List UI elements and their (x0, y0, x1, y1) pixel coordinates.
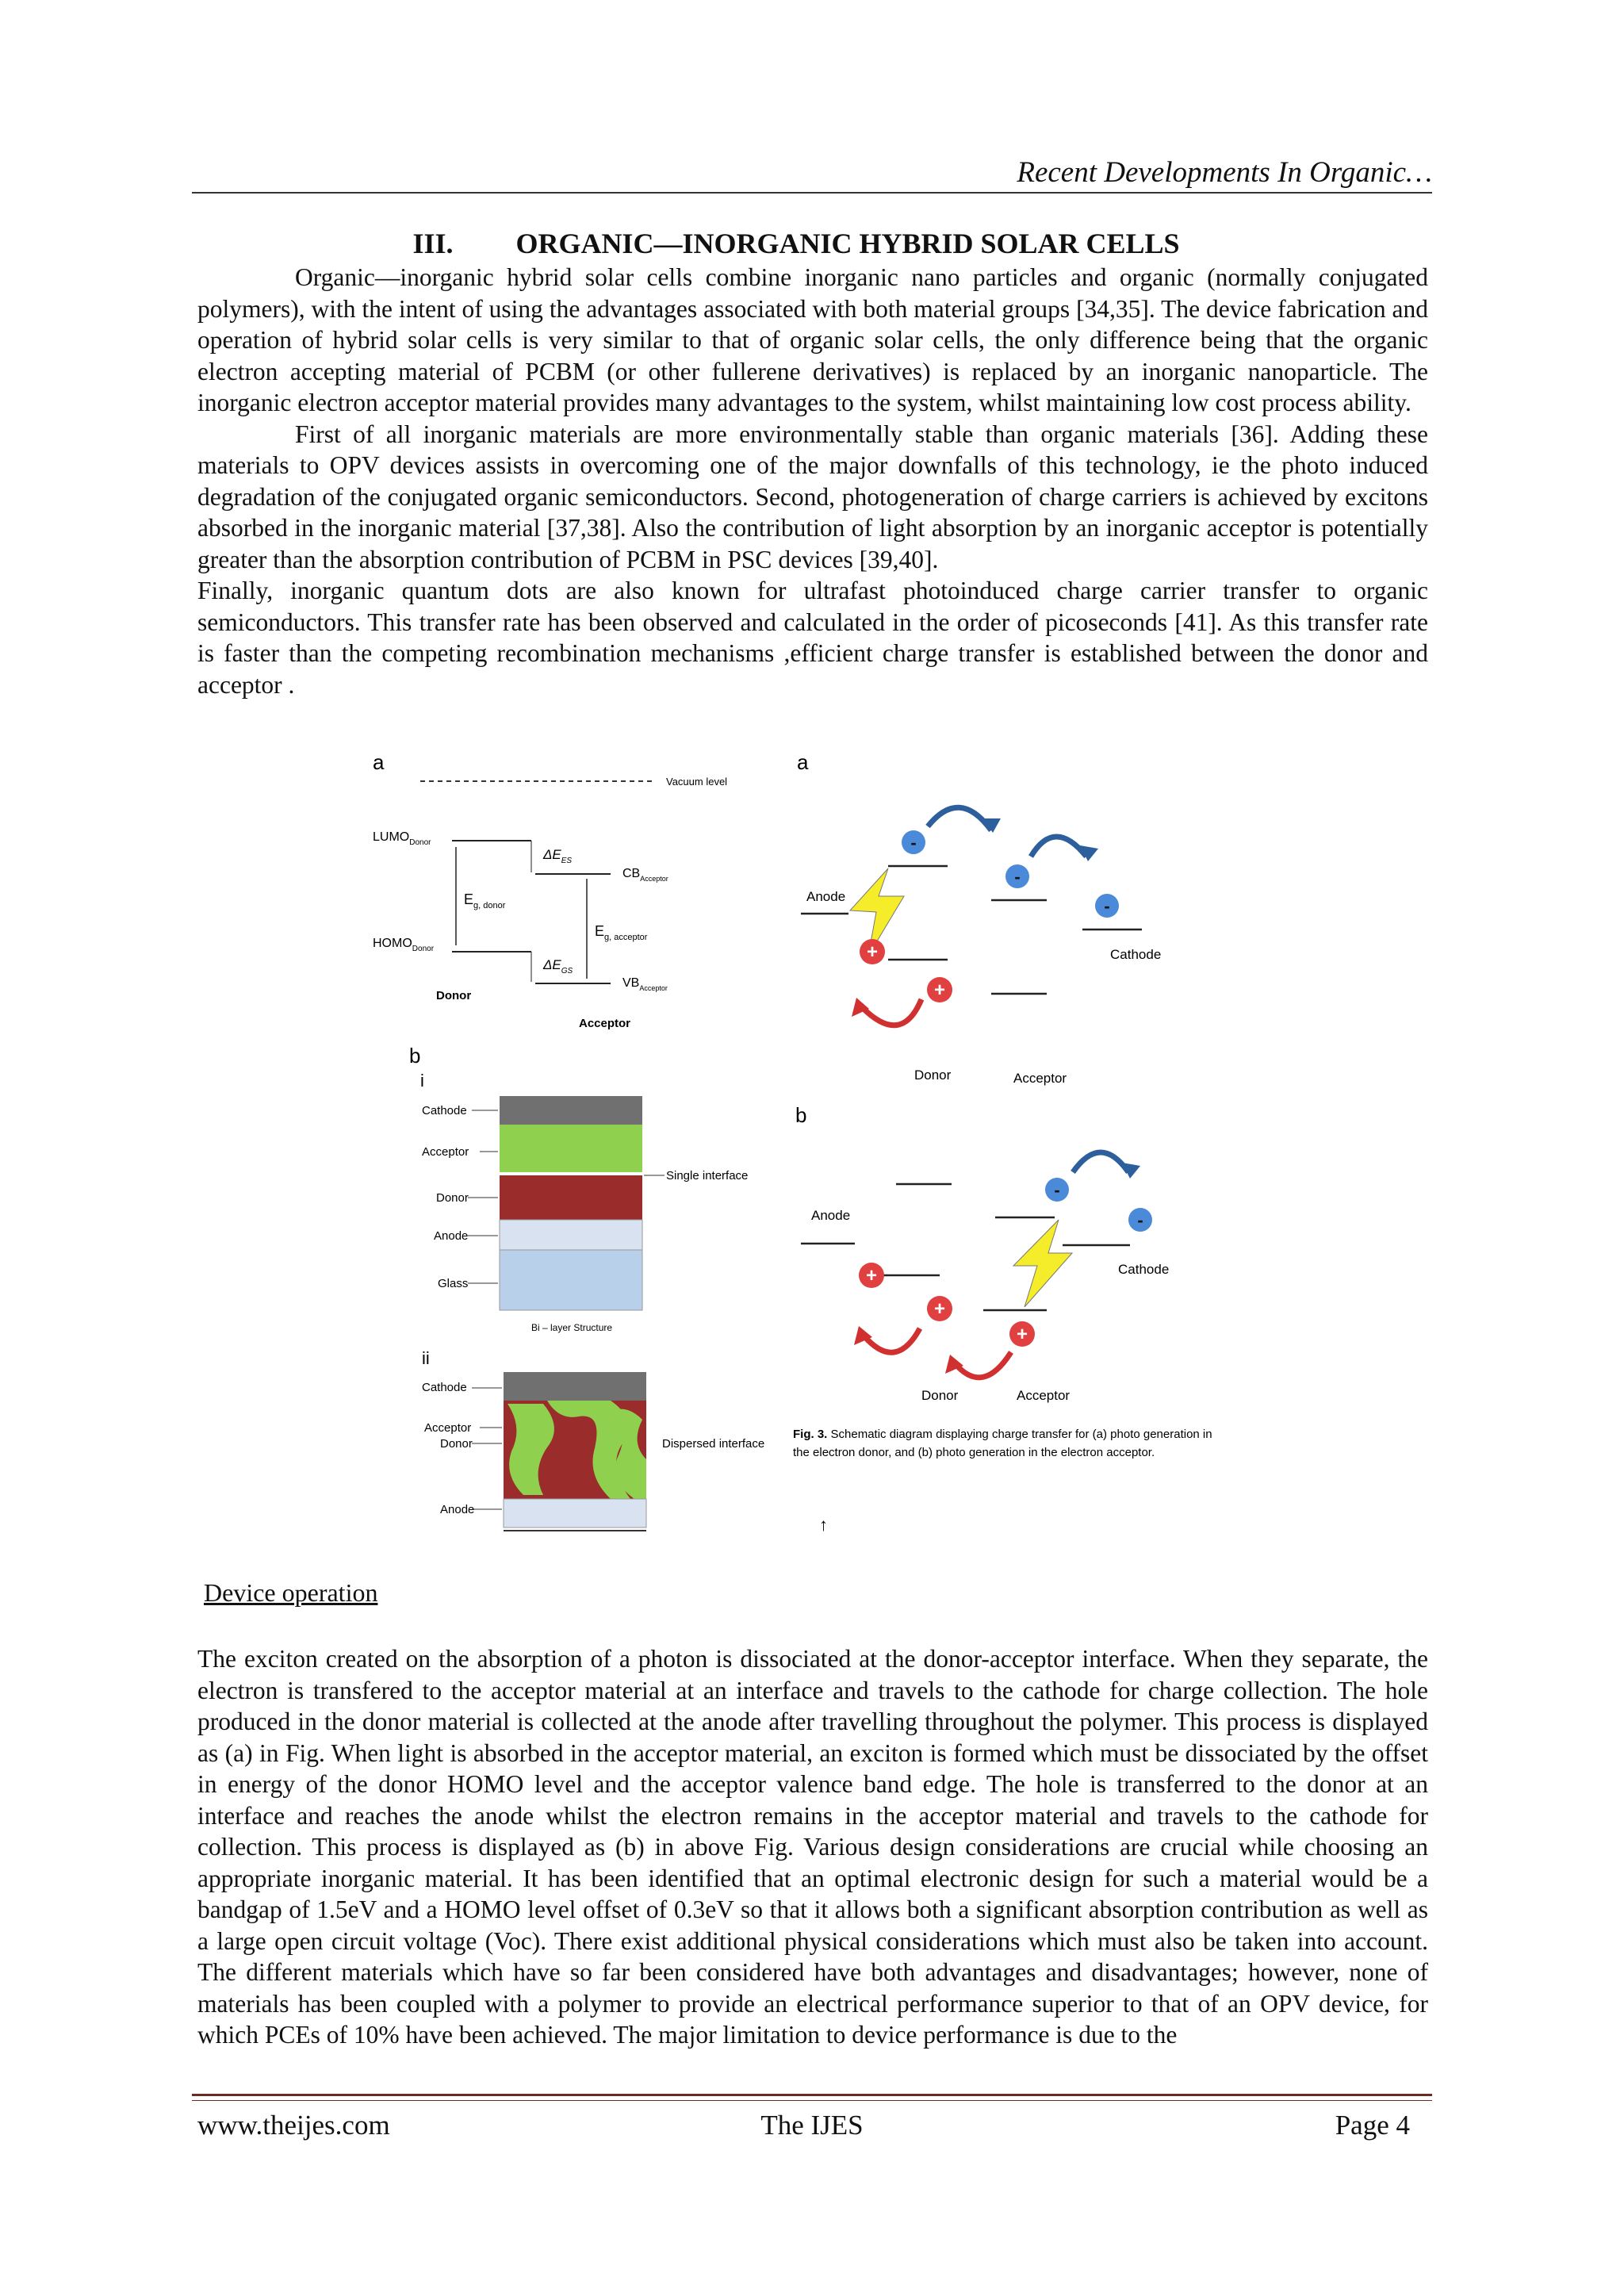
lightning-bolt-icon (1013, 1220, 1072, 1307)
dispersed-anode-label: Anode (440, 1503, 475, 1516)
right-b-acceptor-label: Acceptor (1017, 1388, 1071, 1403)
footer-journal: The IJES (760, 2110, 864, 2141)
electron-transfer-arrow-icon (928, 807, 991, 830)
footer-rule (192, 2100, 1432, 2101)
electron-sign: - (1137, 1210, 1143, 1230)
bilayer-cathode-label: Cathode (422, 1104, 467, 1117)
intro-paragraph: First of all inorganic materials are more environmentally stable than organic materials [36]. Adding these materials to OPV devices assists in overcoming one of the major downfalls of this technology, ie the photo induced degradation of the conjugated organic semiconductors. Second, photogeneration of charge carriers is achieved by excitons absorbed in the inorganic material [37,38]. Also the contribution of light absorption by an inorganic acceptor is potentially greater than the absorption contribution of PCBM in PSC devices [39,40]. (197, 420, 1428, 573)
eg-donor-label: $E_{g, donor}$ (464, 891, 506, 910)
electron-sign: - (1104, 896, 1110, 916)
acceptor-label: Acceptor (579, 1017, 631, 1030)
right-a-cathode-label: Cathode (1110, 947, 1162, 962)
lumo-label: $LUMO_{Donor}$ (373, 830, 431, 847)
right-a-label: a (797, 750, 809, 774)
dispersed-cathode-label: Cathode (422, 1381, 467, 1394)
bilayer-caption: Bi – layer Structure (531, 1322, 613, 1333)
section-number: III. (412, 228, 454, 259)
hole-sign: + (865, 1265, 878, 1286)
homo-label: $HOMO_{Donor}$ (373, 937, 435, 953)
running-title: Recent Developments In Organic… (1017, 156, 1432, 189)
figure-3 (349, 730, 1269, 1558)
hole-sign: + (933, 1298, 946, 1320)
footer-rule (192, 2094, 1432, 2096)
dispersed-anode (504, 1499, 646, 1527)
vb-label: $VB_{Acceptor}$ (622, 976, 668, 992)
hole-sign: + (1016, 1324, 1028, 1345)
device-operation-text (197, 1643, 1428, 2051)
left-i-label: i (420, 1071, 424, 1091)
figure-caption-line1: Fig. 3. Schematic diagram displaying charge transfer for (a) photo generation in (793, 1428, 1212, 1441)
electron-transfer-arrow-icon (1073, 1152, 1128, 1172)
electron-transfer-arrow-icon (1031, 837, 1086, 857)
intro-paragraph: Organic—inorganic hybrid solar cells combine inorganic nano particles and organic (normally conjugated polymers), with the intent of using the advantages associated with both material groups [34,35]. The device fabrication and operation of hybrid solar cells is very similar to that of organic solar cells, the only difference being that the organic electron accepting material of PCBM (or other fullerene derivatives) is replaced by an inorganic nanoparticle. The inorganic electron acceptor material provides many advantages to the system, whilst maintaining low cost process ability. (197, 263, 1428, 416)
delta-gs-label: $\Delta E_{GS}$ (543, 957, 573, 976)
left-ii-label: ii (422, 1348, 430, 1368)
footer-website: www.theijes.com (197, 2110, 390, 2141)
dispersed-interface-label: Dispersed interface (662, 1437, 765, 1451)
electron-sign: - (910, 833, 917, 853)
hole-transfer-arrow-icon (862, 999, 921, 1025)
footer-page-number: Page 4 (1335, 2110, 1410, 2141)
figure-caption-line2: the electron donor, and (b) photo generation in the electron acceptor. (793, 1446, 1155, 1459)
arrow-mark: ↑ (819, 1515, 828, 1535)
bilayer-acceptor (500, 1125, 642, 1172)
electron-sign: - (1014, 867, 1021, 887)
header-rule (192, 192, 1432, 194)
hole-transfer-arrow-icon (956, 1352, 1011, 1378)
right-a-anode-label: Anode (806, 889, 846, 904)
left-a-label: a (373, 750, 385, 774)
bilayer-anode-label: Anode (434, 1229, 469, 1243)
delta-es-label: $\Delta E_{ES}$ (543, 847, 573, 865)
left-b-label: b (409, 1044, 421, 1068)
dispersed-cathode (504, 1372, 646, 1401)
hole-transfer-arrow-icon (864, 1328, 920, 1352)
right-a-acceptor-label: Acceptor (1013, 1071, 1067, 1086)
electron-sign: - (1054, 1180, 1060, 1200)
right-b-anode-label: Anode (811, 1208, 851, 1223)
dispersed-donor-label: Donor (440, 1437, 473, 1451)
bilayer-acceptor-label: Acceptor (422, 1145, 469, 1159)
section-title (0, 227, 1624, 260)
vacuum-level-label: Vacuum level (666, 776, 728, 788)
hole-sign: + (866, 941, 879, 963)
dispersed-acceptor-label: Acceptor (424, 1421, 472, 1435)
right-b-donor-label: Donor (921, 1388, 959, 1403)
donor-label: Donor (436, 989, 472, 1002)
bilayer-glass (500, 1250, 642, 1310)
single-interface-label: Single interface (666, 1169, 749, 1182)
bilayer-cathode (500, 1096, 642, 1125)
eg-acceptor-label: $E_{g, acceptor}$ (595, 923, 648, 942)
bilayer-donor-label: Donor (436, 1191, 469, 1205)
intro-paragraph: Finally, inorganic quantum dots are also known for ultrafast photoinduced charge carrier transfer to organic semiconductors. This transfer rate has been observed and calculated in the order of picoseconds [41]. As this transfer rate is faster than the competing recombination mechanisms ,efficient charge transfer is established between the donor and acceptor . (197, 577, 1428, 699)
bilayer-glass-label: Glass (438, 1277, 469, 1290)
right-a-donor-label: Donor (914, 1068, 952, 1083)
bilayer-anode (500, 1220, 642, 1250)
section-heading: ORGANIC—INORGANIC HYBRID SOLAR CELLS (515, 228, 1180, 259)
intro-text (197, 262, 1428, 700)
right-b-cathode-label: Cathode (1118, 1262, 1170, 1277)
device-operation-paragraph: The exciton created on the absorption of a photon is dissociated at the donor-acceptor interface. When they separate, the electron is transfered to the acceptor material at an interface and travels to the cathode for charge collection. The hole produced in the donor material is collected at the anode after travelling throughout the polymer. This process is displayed as (a) in Fig. When light is absorbed in the acceptor material, an exciton is formed which must be dissociated by the offset in energy of the donor HOMO level and the acceptor valence band edge. The hole is transferred to the donor at an interface and reaches the anode whilst the electron remains in the acceptor material and travels to the cathode for collection. This process is displayed as (b) in above Fig. Various design considerations are crucial while choosing an appropriate inorganic material. It has been identified that an optimal electronic design for such a material would be a bandgap of 1.5eV and a HOMO level offset of 0.3eV so that it allows both a significant absorption contribution as well as a large open circuit voltage (Voc). There exist additional physical considerations which must also be taken into account. The different materials which have so far been considered have both advantages and disadvantages; however, none of materials has been coupled with a polymer to provide an electrical performance superior to that of an OPV device, for which PCEs of 10% have been achieved. The major limitation to device performance is due to the (197, 1645, 1428, 2049)
hole-sign: + (933, 979, 946, 1001)
device-operation-heading: Device operation (204, 1578, 378, 1607)
right-b-label: b (795, 1103, 807, 1127)
cb-label: $CB_{Acceptor}$ (622, 867, 668, 883)
bilayer-donor (500, 1175, 642, 1220)
